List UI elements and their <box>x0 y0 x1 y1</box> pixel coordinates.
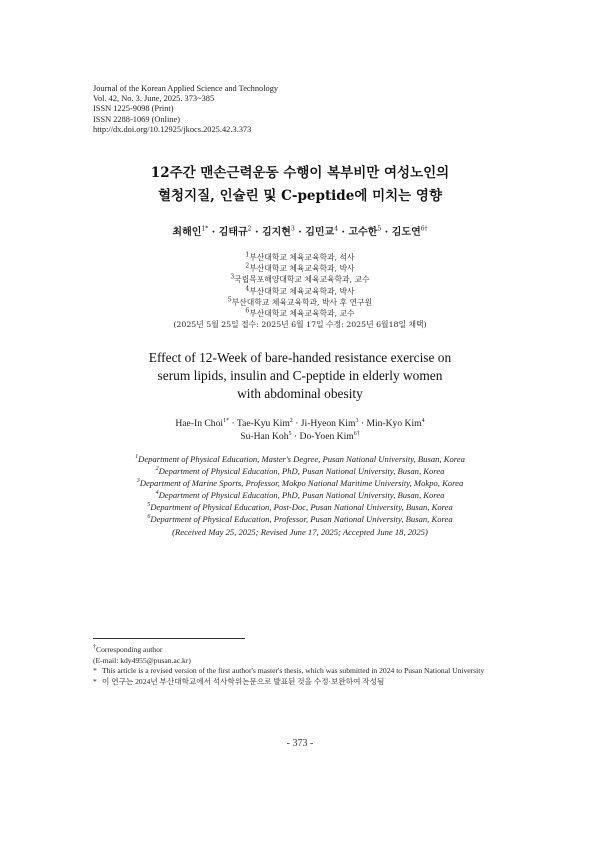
author-separator: · <box>251 227 262 238</box>
english-authors-line-2 <box>0 430 600 443</box>
author-name: 김태규 <box>218 227 248 238</box>
english-affiliations <box>0 453 600 538</box>
korean-affiliation-line <box>0 297 600 308</box>
journal-header <box>93 84 278 135</box>
affiliation-text: 부산대학교 체육교육학과, 박사 후 연구원 <box>231 297 373 307</box>
english-authors <box>0 417 600 443</box>
english-title-line-3: with abdominal obesity <box>237 386 363 402</box>
korean-title <box>0 162 600 208</box>
author-name: Min-Kyo Kim <box>366 418 422 429</box>
affiliation-superscript: 2 <box>245 262 250 270</box>
corresponding-author-label: Corresponding author <box>96 645 163 654</box>
author <box>172 227 208 238</box>
author-separator: · <box>294 227 306 238</box>
corresponding-author-note <box>93 645 513 656</box>
author <box>262 227 295 238</box>
author <box>366 418 424 429</box>
author-superscript: 2 <box>289 417 293 424</box>
korean-title-line-2: 혈청지질, 인슐린 및 C-peptide에 미치는 영향 <box>158 188 442 204</box>
english-title-line-2: serum lipids, insulin and C-peptide in elderly women <box>157 368 443 384</box>
author-name: 김지현 <box>261 227 291 238</box>
english-received-dates: (Received May 25, 2025; Revised June 17, 2025; Accepted June 18, 2025) <box>172 526 428 537</box>
english-affiliation-line <box>0 501 600 513</box>
affiliation-text: 부산대학교 체육교육학과, 박사 <box>249 286 355 296</box>
dagger-mark: † <box>93 644 96 651</box>
affiliation-superscript: 5 <box>227 296 232 304</box>
affiliation-superscript: 3 <box>230 273 235 281</box>
korean-title-line-1: 12주간 맨손근력운동 수행이 복부비만 여성노인의 <box>150 165 450 181</box>
author-name: Ji-Hyeon Kim <box>300 418 356 429</box>
author-separator: · <box>358 418 367 429</box>
korean-affiliations <box>0 252 600 330</box>
korean-affiliation-line <box>0 263 600 274</box>
affiliation-superscript: 2 <box>155 466 159 473</box>
affiliation-superscript: 6 <box>245 307 250 315</box>
page-number: - 373 - <box>286 738 314 749</box>
author <box>219 227 252 238</box>
author <box>300 431 360 442</box>
journal-name: Journal of the Korean Applied Science and Technology <box>93 84 279 93</box>
english-affiliation-line <box>0 453 600 465</box>
asterisk-mark: * <box>93 676 97 686</box>
affiliation-text: 부산대학교 체육교육학과, 박사 <box>249 264 355 274</box>
author <box>240 431 291 442</box>
journal-doi: http://dx.doi.org/10.12925/jkocs.2025.42.3.373 <box>93 124 252 134</box>
english-affiliation-line <box>0 477 600 489</box>
thesis-note-korean-text: 이 연구는 2024년 부산대학교에서 석사학위논문으로 발표된 것을 수정·보완하여 작성됨 <box>102 676 385 686</box>
english-authors-line-1 <box>0 417 600 430</box>
author-name: Do-Yoen Kim <box>299 431 354 442</box>
author <box>175 418 229 429</box>
korean-affiliation-line <box>0 274 600 285</box>
author-superscript: 5 <box>377 225 382 233</box>
korean-affiliation-line <box>0 308 600 319</box>
author-name: 고수한 <box>348 227 378 238</box>
korean-authors <box>0 223 600 238</box>
author-superscript: 3 <box>355 417 359 424</box>
author-name: Su-Han Koh <box>240 431 289 442</box>
author-name: Hae-In Choi <box>175 418 224 429</box>
thesis-note-english-text: This article is a revised version of the first author's master's thesis, which was submitted in 2024 to Pusan National University <box>102 666 485 675</box>
journal-issn-online: ISSN 2288-1069 (Online) <box>93 114 181 124</box>
affiliation-text: Department of Physical Education, Post-Doc, Pusan National University, Busan, Korea <box>150 502 453 513</box>
affiliation-superscript: 4 <box>155 490 159 497</box>
author-superscript: 1* <box>201 225 209 233</box>
corresponding-email <box>93 656 513 667</box>
english-affiliation-line <box>0 465 600 477</box>
author-name: 김민교 <box>305 227 335 238</box>
author-separator: · <box>229 418 237 429</box>
affiliation-superscript: 1 <box>245 251 250 259</box>
author-superscript: 4 <box>421 417 425 424</box>
english-affiliation-line <box>0 513 600 525</box>
affiliation-text: Department of Physical Education, Master's Degree, Pusan National University, Busan, Korea <box>138 454 465 464</box>
affiliation-text: Department of Physical Education, Professor, Pusan National University, Busan, Korea <box>150 514 453 525</box>
author-superscript: 6† <box>353 430 360 437</box>
english-affiliation-line <box>0 489 600 501</box>
journal-volume: Vol. 42, No. 3. June, 2025. 373~385 <box>93 94 215 104</box>
author <box>237 418 293 429</box>
author-superscript: 4 <box>334 225 339 233</box>
email-text: (E-mail: kdy4955@pusan.ac.kr) <box>93 655 191 665</box>
author-separator: · <box>381 227 392 238</box>
affiliation-text: 국립목포해양대학교 체육교육학과, 교수 <box>234 275 370 285</box>
affiliation-superscript: 3 <box>136 478 140 485</box>
korean-received-dates: (2025년 5월 25일 접수: 2025년 6월 17일 수정: 2025년 6월18일 채택) <box>173 320 427 330</box>
author-separator: · <box>208 227 219 238</box>
author-name: 최해인 <box>172 227 202 238</box>
author-separator: · <box>291 431 300 442</box>
footnotes <box>93 645 513 687</box>
korean-affiliation-line <box>0 286 600 297</box>
english-title-line-1: Effect of 12-Week of bare-handed resistance exercise on <box>148 350 452 365</box>
author-name: Tae-Kyu Kim <box>236 418 290 429</box>
author <box>301 418 359 429</box>
asterisk-mark: * <box>93 666 97 675</box>
author-separator: · <box>292 418 301 429</box>
author <box>392 227 428 238</box>
author <box>348 227 381 238</box>
footnote-divider <box>93 638 245 639</box>
affiliation-superscript: 1 <box>135 454 139 461</box>
author-name: 김도연 <box>391 227 421 238</box>
author-separator: · <box>338 227 349 238</box>
affiliation-text: Department of Marine Sports, Professor, Mokpo National Maritime University, Mokpo, Korea <box>139 478 464 489</box>
affiliation-text: Department of Physical Education, PhD, Pusan National University, Busan, Korea <box>158 490 445 501</box>
affiliation-superscript: 4 <box>245 285 250 293</box>
affiliation-text: 부산대학교 체육교육학과, 교수 <box>249 309 355 319</box>
affiliation-superscript: 6 <box>147 514 151 521</box>
korean-affiliation-line <box>0 252 600 263</box>
author-superscript: 2 <box>247 225 252 233</box>
affiliation-superscript: 5 <box>147 502 151 509</box>
english-title <box>0 349 600 404</box>
author-superscript: 5 <box>288 430 292 437</box>
thesis-note-english <box>93 666 513 677</box>
affiliation-text: 부산대학교 체육교육학과, 석사 <box>249 253 355 262</box>
author-superscript: 6† <box>420 225 428 233</box>
author-superscript: 1* <box>223 417 230 424</box>
journal-issn-print: ISSN 1225-9098 (Print) <box>93 104 174 114</box>
author-superscript: 3 <box>290 225 295 233</box>
author <box>305 227 338 238</box>
affiliation-text: Department of Physical Education, PhD, Pusan National University, Busan, Korea <box>158 466 445 477</box>
thesis-note-korean <box>93 677 513 688</box>
